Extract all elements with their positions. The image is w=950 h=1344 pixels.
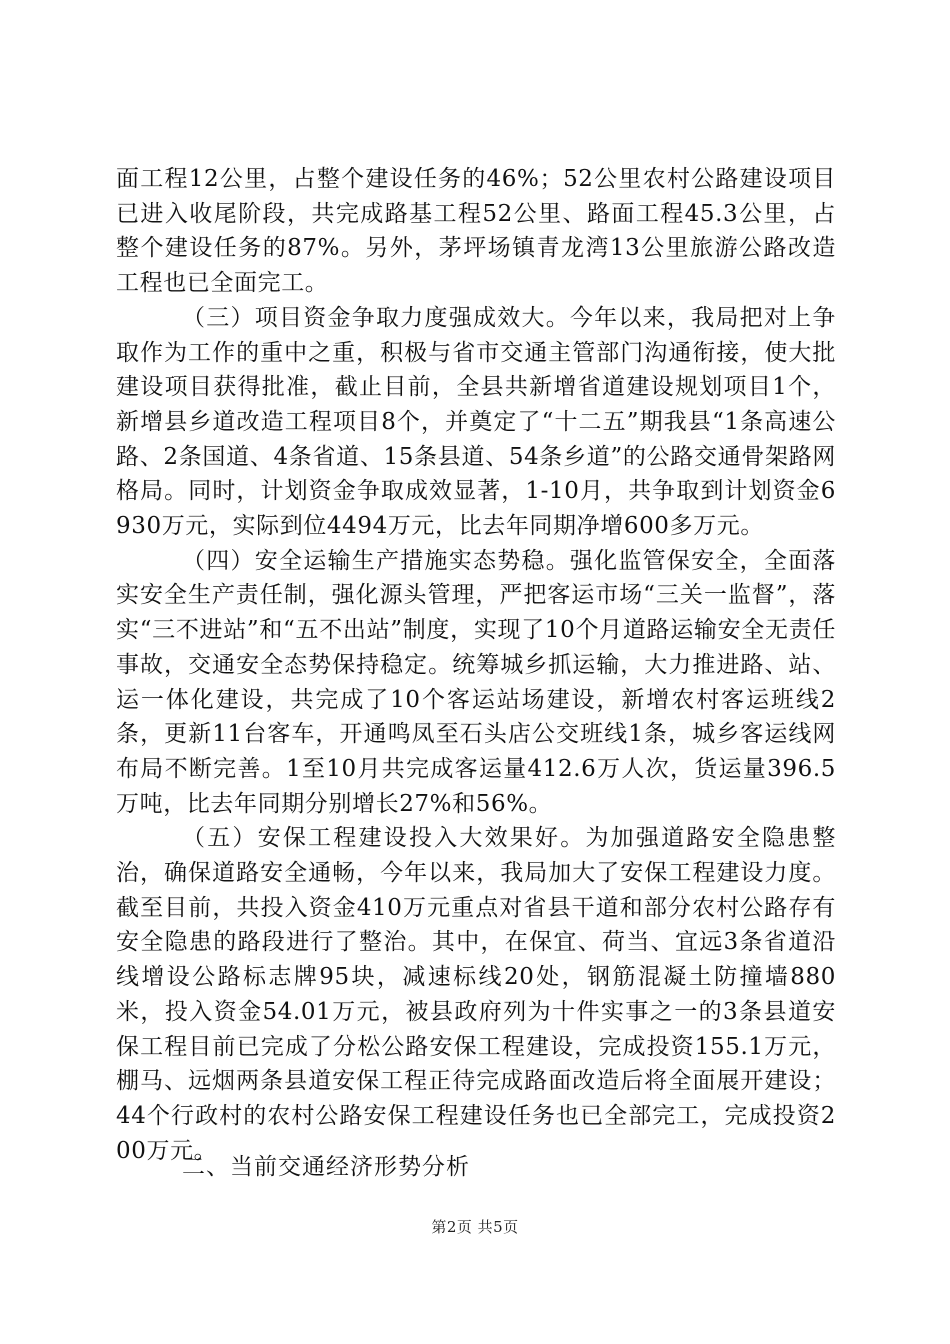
paragraph-continuation: 面工程12公里，占整个建设任务的46%；52公里农村公路建设项目已进入收尾阶段，共完成路基工程52公里、路面工程45.3公里，占整个建设任务的87%。另外，茅坪场镇青龙湾13公里旅游公路改造工程也已全面完工。 bbox=[116, 166, 836, 297]
document-body bbox=[116, 162, 836, 1168]
section-heading: 二、当前交通经济形势分析 bbox=[182, 1154, 470, 1180]
page-footer: 第2页 共5页 bbox=[431, 1218, 519, 1236]
paragraph-section-4: （四）安全运输生产措施实态势稳。强化监管保安全，全面落实安全生产责任制，强化源头管理，严把客运市场“三关一监督”，落实“三不进站”和“五不出站”制度，实现了10个月道路运输安全无责任事故，交通安全态势保持稳定。统筹城乡抓运输，大力推进路、站、运一体化建设，共完成了10个客运站场建设，新增农村客运班线2条，更新11台客车，开通鸣凤至石头店公交班线1条，城乡客运线网布局不断完善。1至10月共完成客运量412.6万人次，货运量396.5万吨，比去年同期分别增长27%和56%。 bbox=[116, 547, 836, 817]
paragraph-section-3: （三）项目资金争取力度强成效大。今年以来，我局把对上争取作为工作的重中之重，积极与省市交通主管部门沟通衔接，使大批建设项目获得批准，截止目前，全县共新增省道建设规划项目1个，新增县乡道改造工程项目8个，并奠定了“十二五”期我县“1条高速公路、2条国道、4条省道、15条县道、54条乡道”的公路交通骨架路网格局。同时，计划资金争取成效显著，1-10月，共争取到计划资金6930万元，实际到位4494万元，比去年同期净增600多万元。 bbox=[116, 304, 836, 540]
paragraph-section-5: （五）安保工程建设投入大效果好。为加强道路安全隐患整治，确保道路安全通畅，今年以来，我局加大了安保工程建设力度。截至目前，共投入资金410万元重点对省县干道和部分农村公路存有安全隐患的路段进行了整治。其中，在保宜、荷当、宜远3条省道沿线增设公路标志牌95块，减速标线20处，钢筋混凝土防撞墙880米，投入资金54.01万元，被县政府列为十件实事之一的3条县道安保工程目前已完成了分松公路安保工程建设，完成投资155.1万元，棚马、远烟两条县道安保工程正待完成路面改造后将全面展开建设；44个行政村的农村公路安保工程建设任务也已全部完工，完成投资200万元。 bbox=[116, 825, 836, 1164]
